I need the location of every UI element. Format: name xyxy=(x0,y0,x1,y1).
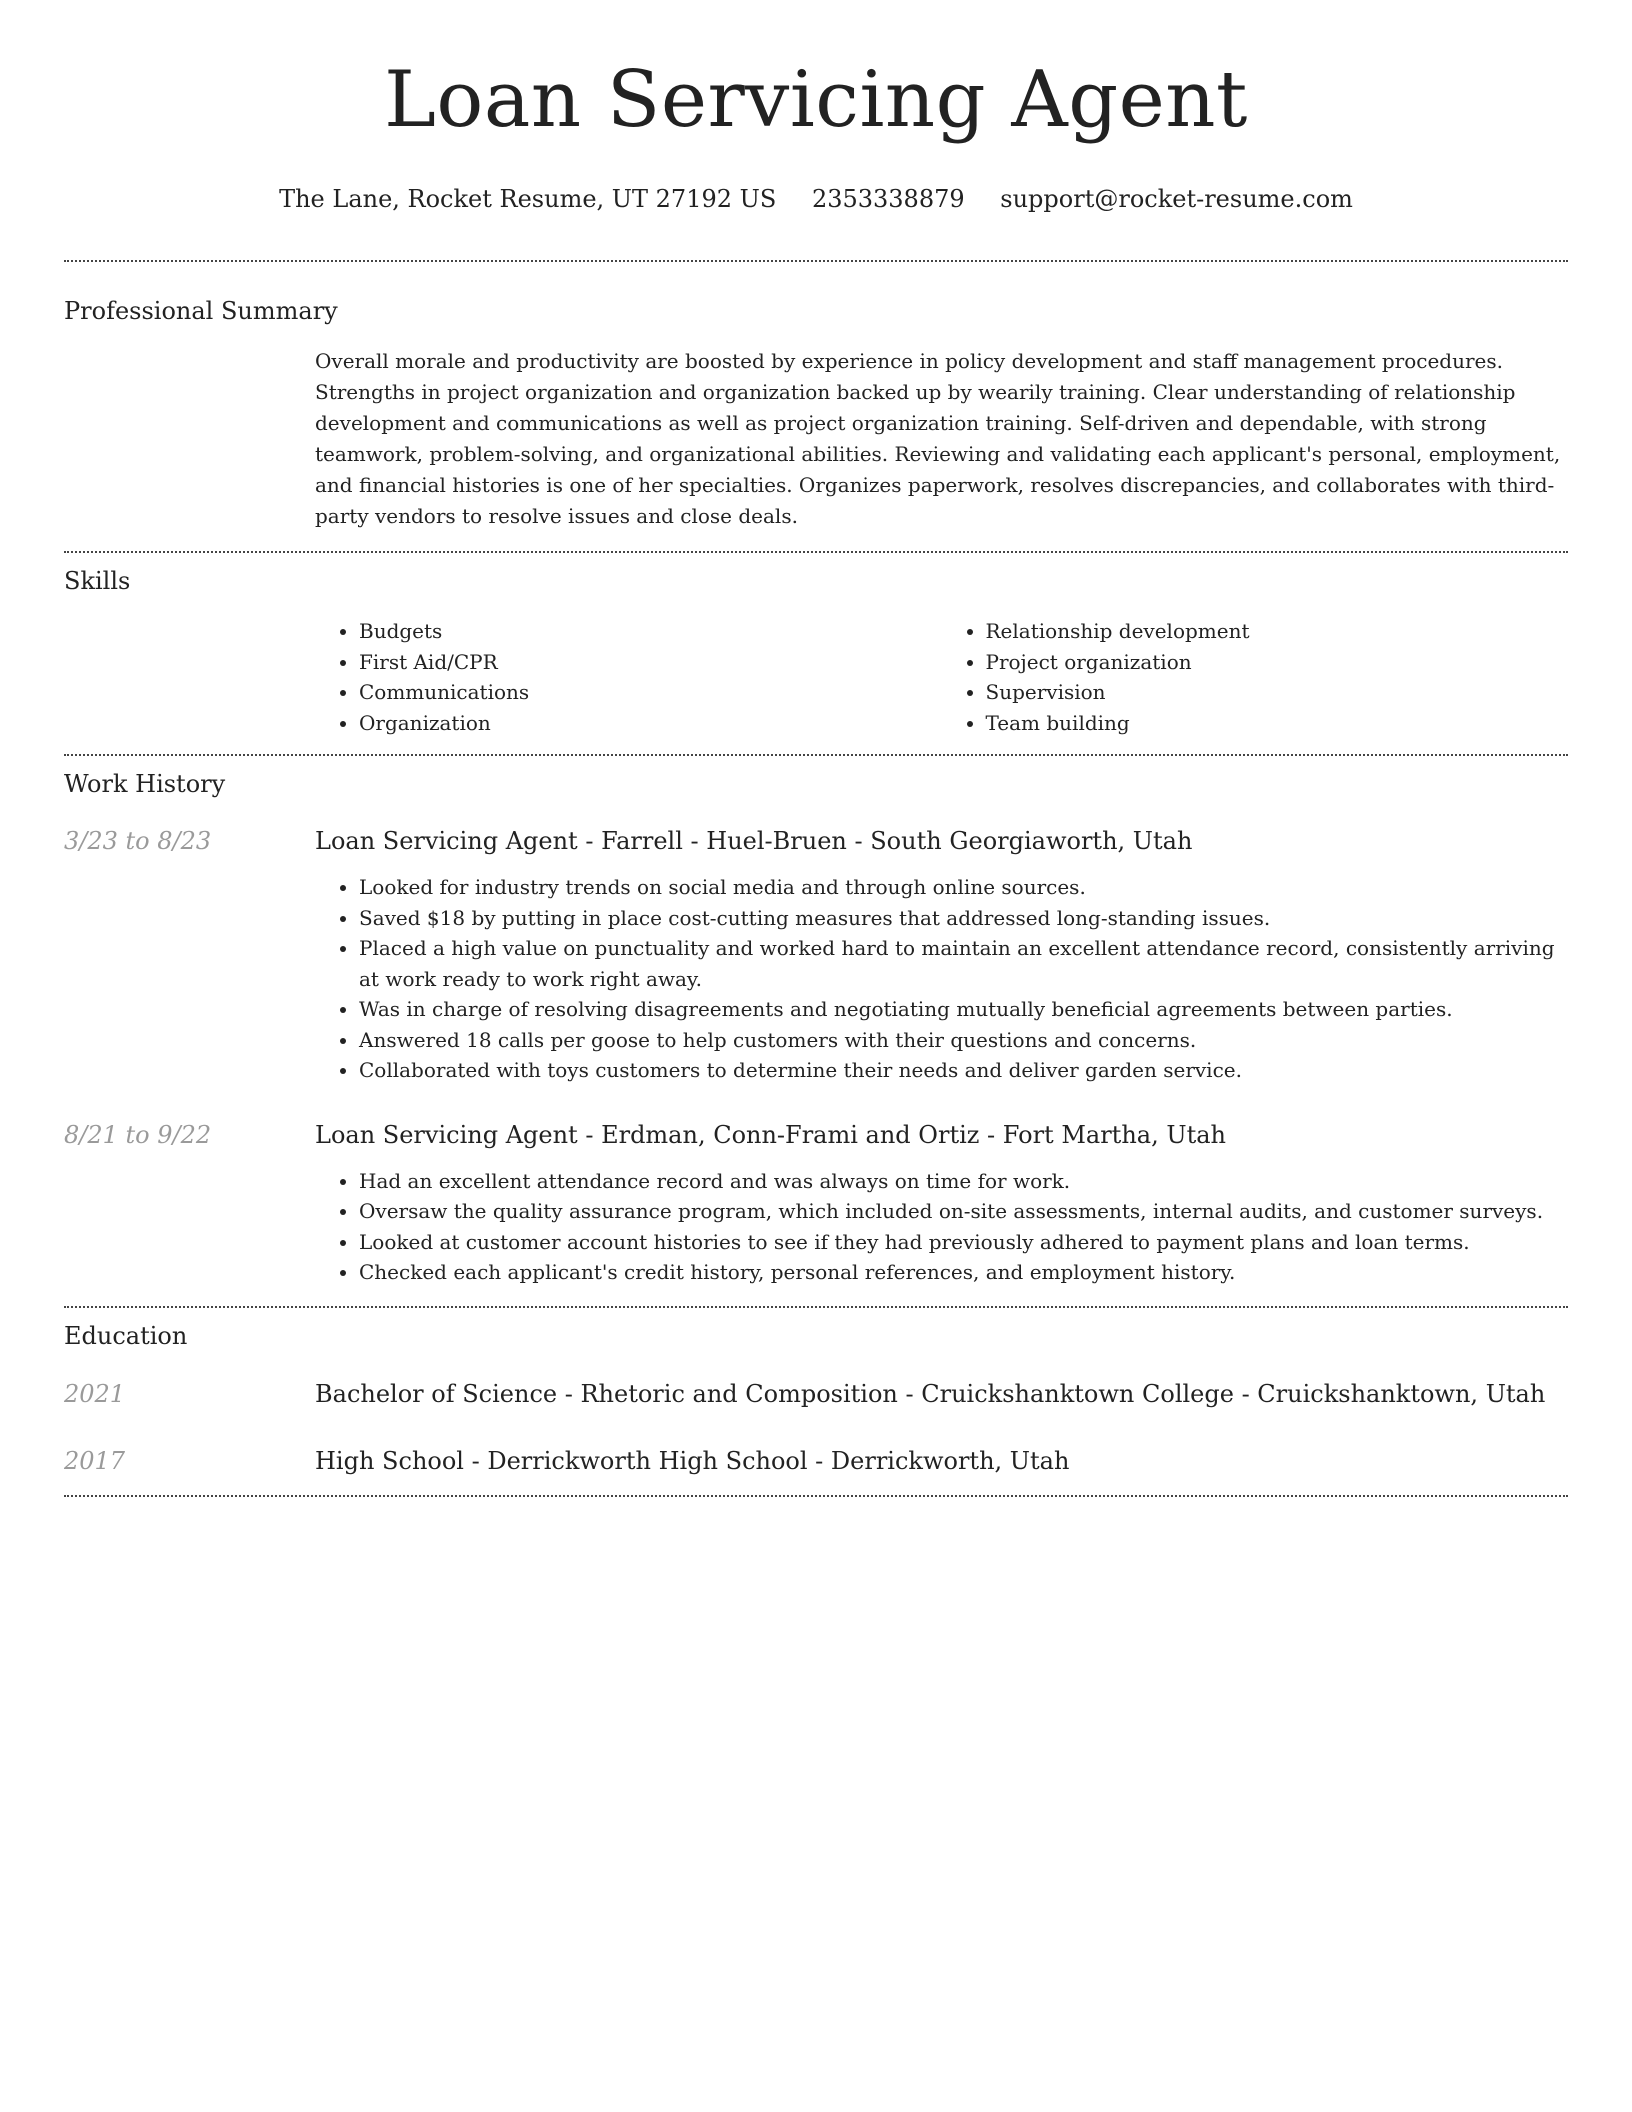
job-bullets xyxy=(315,1166,1568,1288)
education-year: 2017 xyxy=(64,1446,126,1475)
job-bullets xyxy=(315,872,1568,1086)
summary-text: Overall morale and productivity are boosted by experience in policy development and staff management procedures. Strengths in project organization and organization backed up by wearily training. Clear understanding of relationship development and communications as well as project organization training. Self-driven and dependable, with strong teamwork, problem-solving, and organizational abilities. Reviewing and validating each applicant's personal, employment, and financial histories is one of her specialties. Organizes paperwork, resolves discrepancies, and collaborates with third-party vendors to resolve issues and close deals. xyxy=(315,349,1561,528)
job-entry xyxy=(64,1120,1568,1288)
job-details: - Farrell - Huel-Bruen - South Georgiaworth, Utah xyxy=(577,827,1193,855)
summary-heading: Professional Summary xyxy=(64,297,338,325)
job-role: Loan Servicing Agent xyxy=(315,1120,578,1149)
skills-grid xyxy=(315,616,1568,738)
job-title xyxy=(315,1120,1568,1150)
job-bullet: • Had an excellent attendance record and was always on time for work. xyxy=(359,1166,1568,1197)
job-dates: 3/23 to 8/23 xyxy=(64,827,212,855)
skills-section xyxy=(64,566,1568,738)
job-bullet: • Looked at customer account histories to see if they had previously adhered to payment plans and loan terms. xyxy=(359,1227,1568,1258)
resume-name: Loan Servicing Agent xyxy=(384,55,1248,145)
skill-item: • Communications xyxy=(359,677,942,708)
education-details: - Cruickshanktown College - Cruickshanktown, Utah xyxy=(897,1379,1546,1408)
job-bullet: • Placed a high value on punctuality and worked hard to maintain an excellent attendance record, consistently arriving at work ready to work right away. xyxy=(359,933,1568,994)
education-details: - Derrickworth High School - Derrickworth, Utah xyxy=(463,1446,1070,1475)
skills-divider xyxy=(64,754,1568,756)
contact-line xyxy=(64,184,1568,214)
job-bullet: • Answered 18 calls per goose to help customers with their questions and concerns. xyxy=(359,1025,1568,1056)
skill-item: • Team building xyxy=(986,708,1569,739)
skill-item: • Budgets xyxy=(359,616,942,647)
contact-email: support@rocket-resume.com xyxy=(1000,185,1353,213)
skill-item: • Project organization xyxy=(986,647,1569,678)
education-heading: Education xyxy=(64,1321,188,1350)
skill-item: • Relationship development xyxy=(986,616,1569,647)
work-heading: Work History xyxy=(64,770,226,798)
education-entry xyxy=(64,1446,1568,1476)
job-title xyxy=(315,826,1568,856)
education-line xyxy=(315,1379,1568,1409)
job-dates: 8/21 to 9/22 xyxy=(64,1120,212,1149)
education-degree: Bachelor of Science - Rhetoric and Composition xyxy=(315,1379,898,1408)
work-divider xyxy=(64,1306,1568,1308)
job-bullet: • Oversaw the quality assurance program, which included on-site assessments, internal audits, and customer surveys. xyxy=(359,1196,1568,1227)
job-bullet: • Collaborated with toys customers to determine their needs and deliver garden service. xyxy=(359,1055,1568,1086)
job-bullet: • Checked each applicant's credit history, personal references, and employment history. xyxy=(359,1257,1568,1288)
work-section xyxy=(64,769,1568,1288)
skill-item: • Supervision xyxy=(986,677,1569,708)
education-divider xyxy=(64,1495,1568,1497)
job-bullet: • Looked for industry trends on social media and through online sources. xyxy=(359,872,1568,903)
skill-item: • First Aid/CPR xyxy=(359,647,942,678)
header-divider xyxy=(64,260,1568,262)
job-bullet: • Was in charge of resolving disagreements and negotiating mutually beneficial agreements between parties. xyxy=(359,994,1568,1025)
skills-list-right xyxy=(942,616,1569,738)
job-bullet: • Saved $18 by putting in place cost-cutting measures that addressed long-standing issues. xyxy=(359,903,1568,934)
education-degree: High School xyxy=(315,1446,464,1475)
contact-phone: 2353338879 xyxy=(811,185,965,213)
education-entry xyxy=(64,1379,1568,1409)
skill-item: • Organization xyxy=(359,708,942,739)
skills-heading: Skills xyxy=(64,567,131,595)
job-entry xyxy=(64,826,1568,1086)
summary-divider xyxy=(64,551,1568,553)
education-line xyxy=(315,1446,1568,1476)
summary-section xyxy=(64,296,1568,532)
contact-address: The Lane, Rocket Resume, UT 27192 US xyxy=(279,185,777,213)
job-role: Loan Servicing Agent xyxy=(315,827,578,855)
skills-list-left xyxy=(315,616,942,738)
job-details: - Erdman, Conn-Frami and Ortiz - Fort Martha, Utah xyxy=(577,1120,1226,1149)
education-section xyxy=(64,1321,1568,1476)
education-year: 2021 xyxy=(64,1379,126,1408)
